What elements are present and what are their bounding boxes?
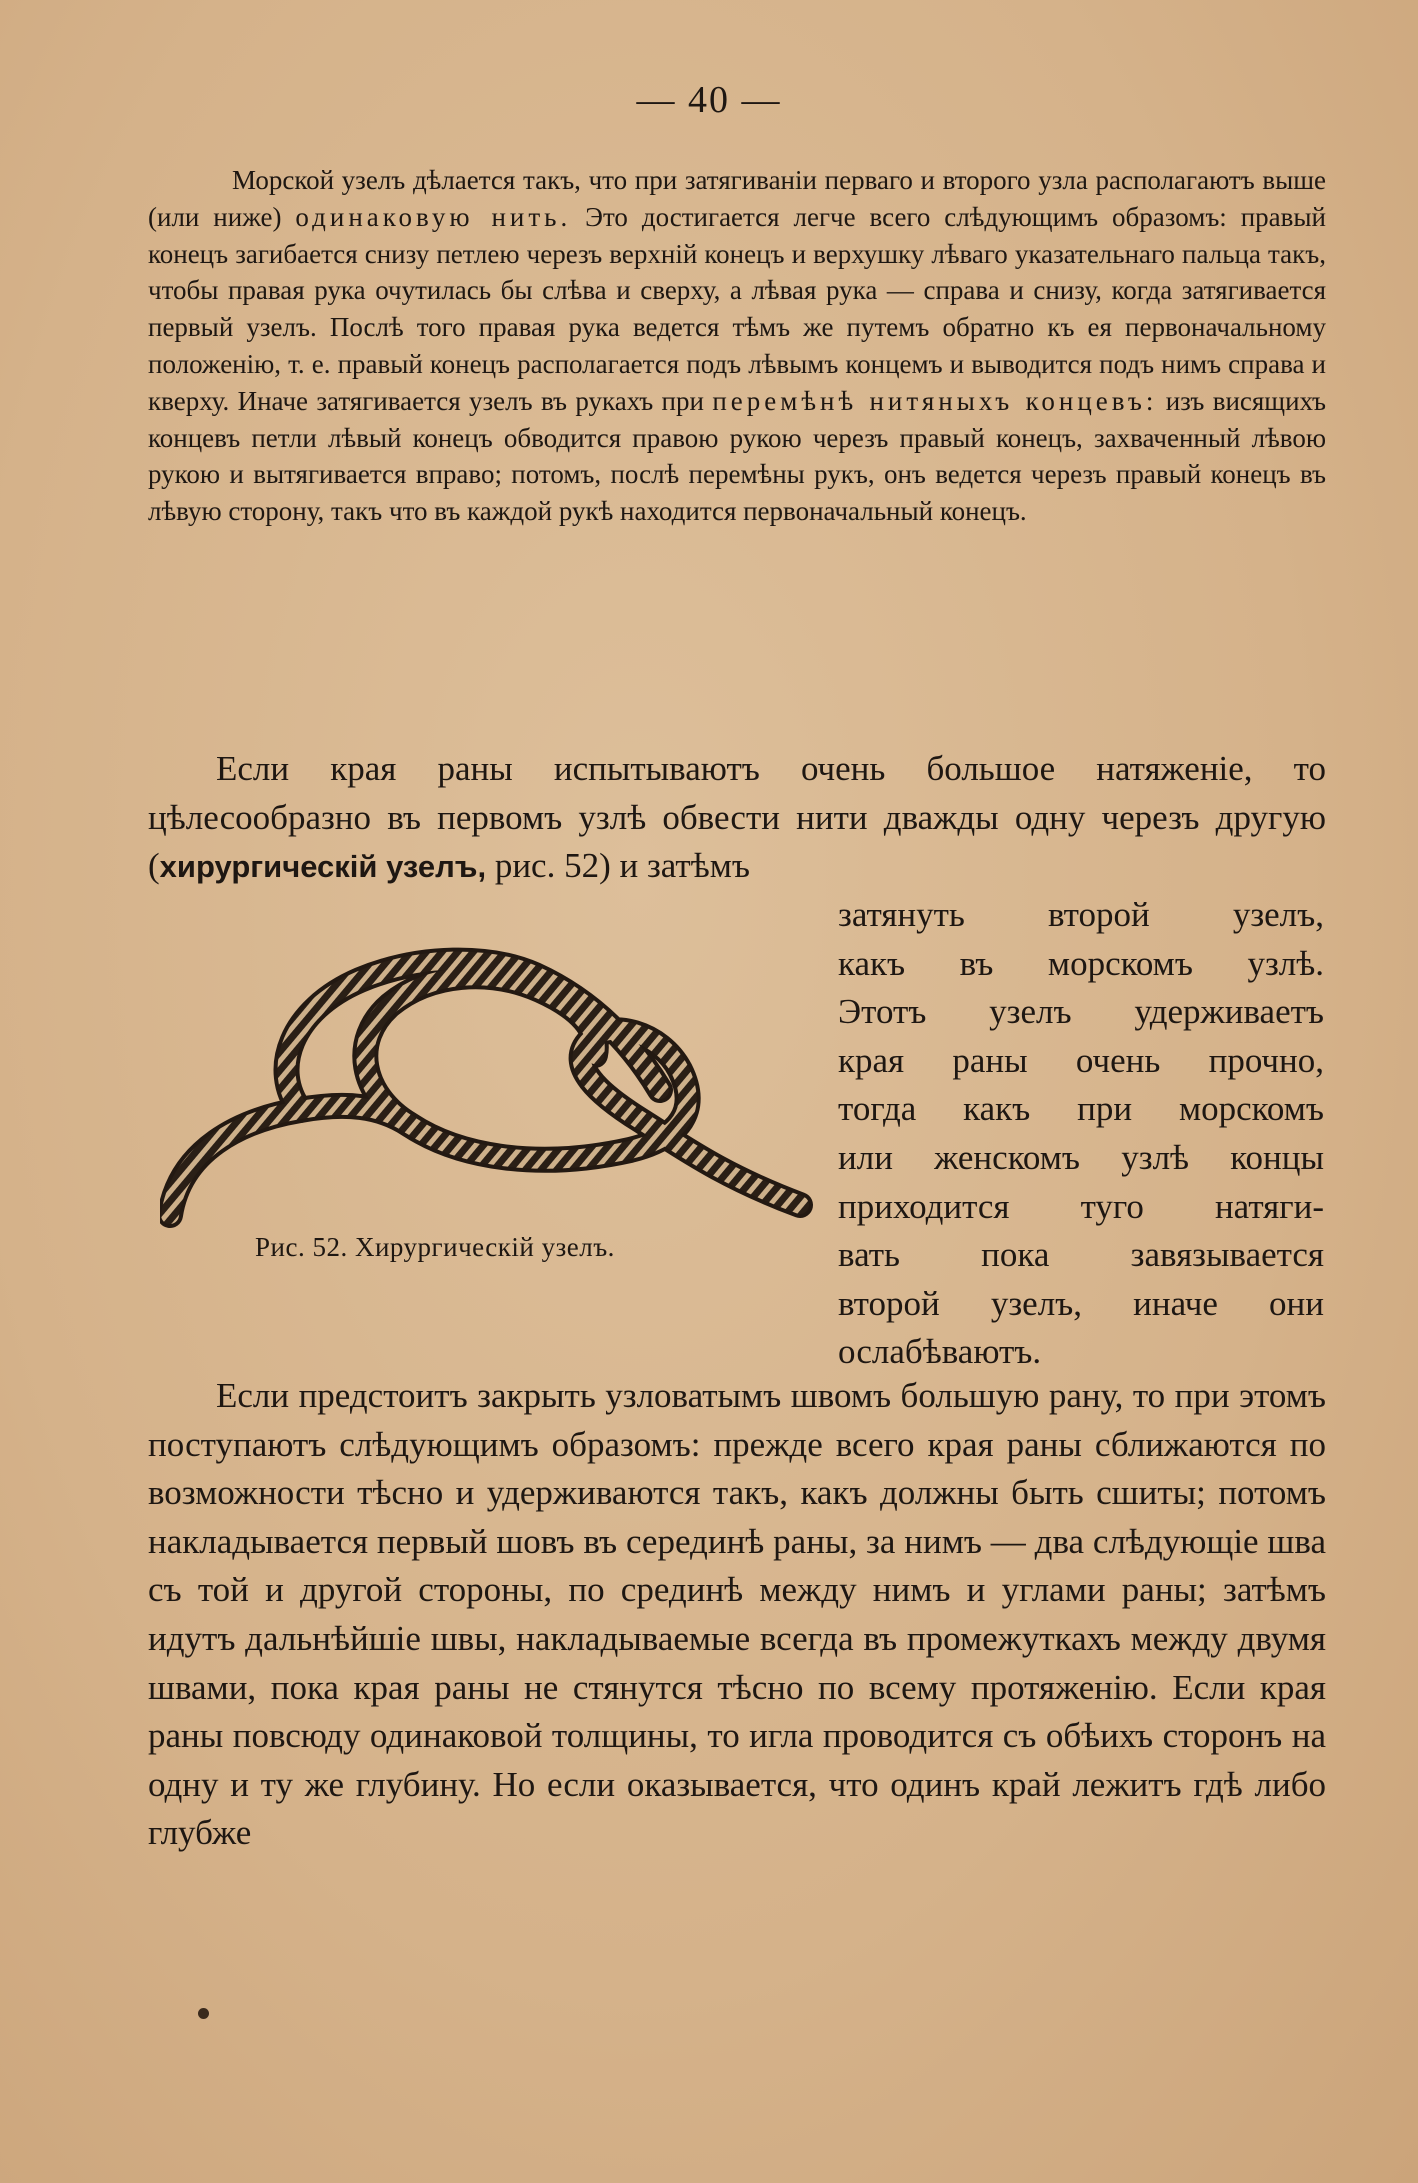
figure-caption: Рис. 52. Хирургическій узелъ. xyxy=(255,1232,615,1262)
small-paragraph-text-b: Это достигается легче всего слѣдующимъ образомъ: правый конецъ загибается снизу петлею черезъ верхній конецъ и верхушку лѣваго указательнаго пальца такъ, чтобы правая рука очутилась бы слѣва и сверху, а лѣвая рука — справа и снизу, когда затягивается первый узелъ. Послѣ того правая рука ведется тѣмъ же путемъ обратно къ ея первоначальному положенію, т. е. правый конецъ располагается подъ лѣвымъ концемъ и выводится подъ нимъ справа и кверху. Иначе затягивается узелъ въ рукахъ при xyxy=(148,201,1326,416)
small-paragraph-spaced-1: одинаковую нить. xyxy=(295,201,572,232)
small-paragraph-spaced-2: перемѣнѣ нитяныхъ концевъ: xyxy=(712,385,1158,416)
rope-knot-drawing xyxy=(160,920,820,1230)
wrap-line: тогда какъ при морскомъ xyxy=(838,1089,1324,1129)
wrap-line: или женскомъ узлѣ концы xyxy=(838,1137,1324,1177)
small-print-paragraph xyxy=(148,162,1326,530)
paragraph-1-text-b: рис. 52) и затѣмъ xyxy=(486,846,750,886)
wrap-line: ослабѣваютъ. xyxy=(838,1332,1042,1372)
wrap-line: затянуть второй узелъ, xyxy=(838,895,1324,934)
surgical-knot-term: хирургическій узелъ, xyxy=(159,849,487,885)
paragraph-interrupted-suture: Если предстоитъ закрыть узловатымъ швомъ большую рану, то при этомъ поступаютъ слѣдующимъ образомъ: прежде всего края раны сближаются по возможности тѣсно и удерживаются такъ, какъ должны быть сшиты; потомъ накладывается первый шовъ въ серединѣ раны, за нимъ — два слѣдующіе шва съ той и другой стороны, по срединѣ между нимъ и углами раны; затѣмъ идутъ дальнѣйшіе швы, накладываемые всегда въ промежуткахъ между двумя швами, пока края раны не стянутся тѣсно по всему протяженію. Если края раны повсюду одинаковой толщины, то игла проводится съ обѣихъ сторонъ на одну и ту же глубину. Но если оказывается, что одинъ край лежитъ гдѣ либо глубже xyxy=(148,1376,1326,1853)
wrap-line: второй узелъ, иначе они xyxy=(838,1283,1324,1323)
small-paragraph-text-c: изъ висящихъ концевъ петли лѣвый конецъ обводится правою рукою черезъ правый конецъ, захваченный лѣвою рукою и вытягивается вправо; потомъ, послѣ перемѣны рукъ, онъ ведется черезъ правый конецъ въ лѣвую сторону, такъ что въ каждой рукѣ находится первоначальный конецъ. xyxy=(148,385,1326,527)
small-paragraph-text-a: Морской узелъ дѣлается такъ, что при затягиваніи перваго и второго узла располагаютъ выше (или ниже) xyxy=(148,165,1326,232)
surgical-knot-illustration xyxy=(160,920,820,1230)
paragraph-1-text-a: Если края раны испытываютъ очень большое натяженіе, то цѣлесообразно въ первомъ узлѣ обвести нити дважды одну черезъ другую ( xyxy=(148,749,1326,886)
page-number: — 40 — xyxy=(636,79,782,121)
paragraph-surgical-knot xyxy=(148,745,1326,892)
wrap-line: приходится туго натяги- xyxy=(838,1186,1324,1226)
wrapped-text-column xyxy=(838,891,1324,1377)
wrap-line: Этотъ узелъ удерживаетъ xyxy=(838,992,1324,1032)
ink-speck xyxy=(198,2008,209,2019)
wrap-line: вать пока завязывается xyxy=(838,1235,1324,1275)
wrap-line: какъ въ морскомъ узлѣ. xyxy=(838,943,1324,983)
wrap-line: края раны очень прочно, xyxy=(838,1040,1324,1080)
